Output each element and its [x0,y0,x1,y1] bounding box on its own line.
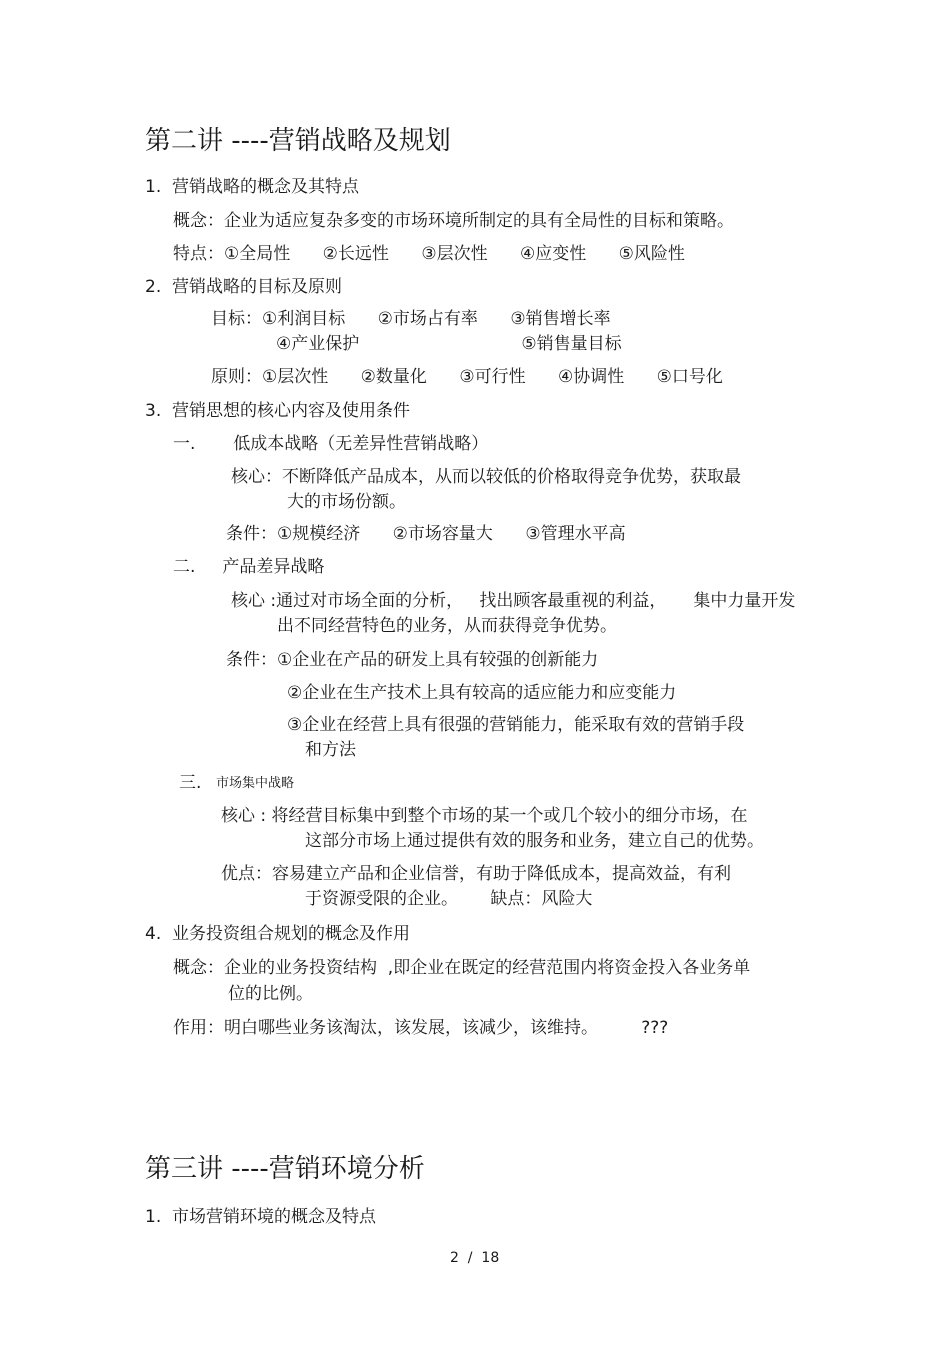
strategy-b-core-line2: 出不同经营特色的业务，从而获得竞争优势。 [277,616,617,636]
strategy-c-adv-line1: 优点：容易建立产品和企业信誉，有助于降低成本，提高效益，有利 [221,864,731,884]
strategy-c-core-line2: 这部分市场上通过提供有效的服务和业务，建立自己的优势。 [305,831,764,851]
section-1-concept: 概念：企业为适应复杂多变的市场环境所制定的具有全局性的目标和策略。 [173,211,734,231]
strategy-b-title: 二. 产品差异战略 [173,557,325,577]
strategy-c-core-line1: 核心 : 将经营目标集中到整个市场的某一个或几个较小的细分市场，在 [221,806,748,826]
strategy-a-core-line1: 核心：不断降低产品成本，从而以较低的价格取得竞争优势，获取最 [231,467,741,487]
lecture-3-section-1-heading: 1. 市场营销环境的概念及特点 [145,1207,377,1227]
strategy-b-cond-line2: ②企业在生产技术上具有较高的适应能力和应变能力 [287,683,677,703]
strategy-a-core-line2: 大的市场份额。 [287,492,406,512]
section-1-heading: 1. 营销战略的概念及其特点 [145,177,360,197]
strategy-b-cond-line4: 和方法 [305,740,356,760]
strategy-b-cond-line1: 条件：①企业在产品的研发上具有较强的创新能力 [226,650,599,670]
section-4-heading: 4. 业务投资组合规划的概念及作用 [145,924,411,944]
strategy-b-cond-line3: ③企业在经营上具有很强的营销能力，能采取有效的营销手段 [287,715,745,735]
section-2-heading: 2. 营销战略的目标及原则 [145,277,343,297]
section-2-goals-line1: 目标：①利润目标 ②市场占有率 ③销售增长率 [211,309,611,329]
strategy-b-core-line1: 核心 :通过对市场全面的分析， 找出顾客最重视的利益， 集中力量开发 [231,591,796,611]
section-2-principles: 原则：①层次性 ②数量化 ③可行性 ④协调性 ⑤口号化 [211,367,723,387]
lecture-2-title: 第二讲 ----营销战略及规划 [145,126,451,156]
section-4-concept-line1: 概念：企业的业务投资结构 ,即企业在既定的经营范围内将资金投入各业务单 [173,958,751,978]
strategy-c-number: 三. [179,773,202,793]
strategy-a-conditions: 条件：①规模经济 ②市场容量大 ③管理水平高 [226,524,626,544]
page-number: 2 / 18 [450,1250,500,1266]
lecture-3-title: 第三讲 ----营销环境分析 [145,1154,425,1184]
section-3-heading: 3. 营销思想的核心内容及使用条件 [145,401,411,421]
section-1-traits: 特点：①全局性 ②长远性 ③层次性 ④应变性 ⑤风险性 [173,244,685,264]
section-2-goals-line2: ④产业保护 ⑤销售量目标 [276,334,622,354]
strategy-c-title: 市场集中战略 [216,776,295,791]
section-4-concept-line2: 位的比例。 [228,984,313,1004]
strategy-c-adv-line2: 于资源受限的企业。 缺点：风险大 [305,889,593,909]
section-4-use: 作用：明白哪些业务该淘汰，该发展，该减少，该维持。 ??? [173,1018,669,1038]
strategy-a-title: 一. 低成本战略（无差异性营销战略） [173,434,489,454]
